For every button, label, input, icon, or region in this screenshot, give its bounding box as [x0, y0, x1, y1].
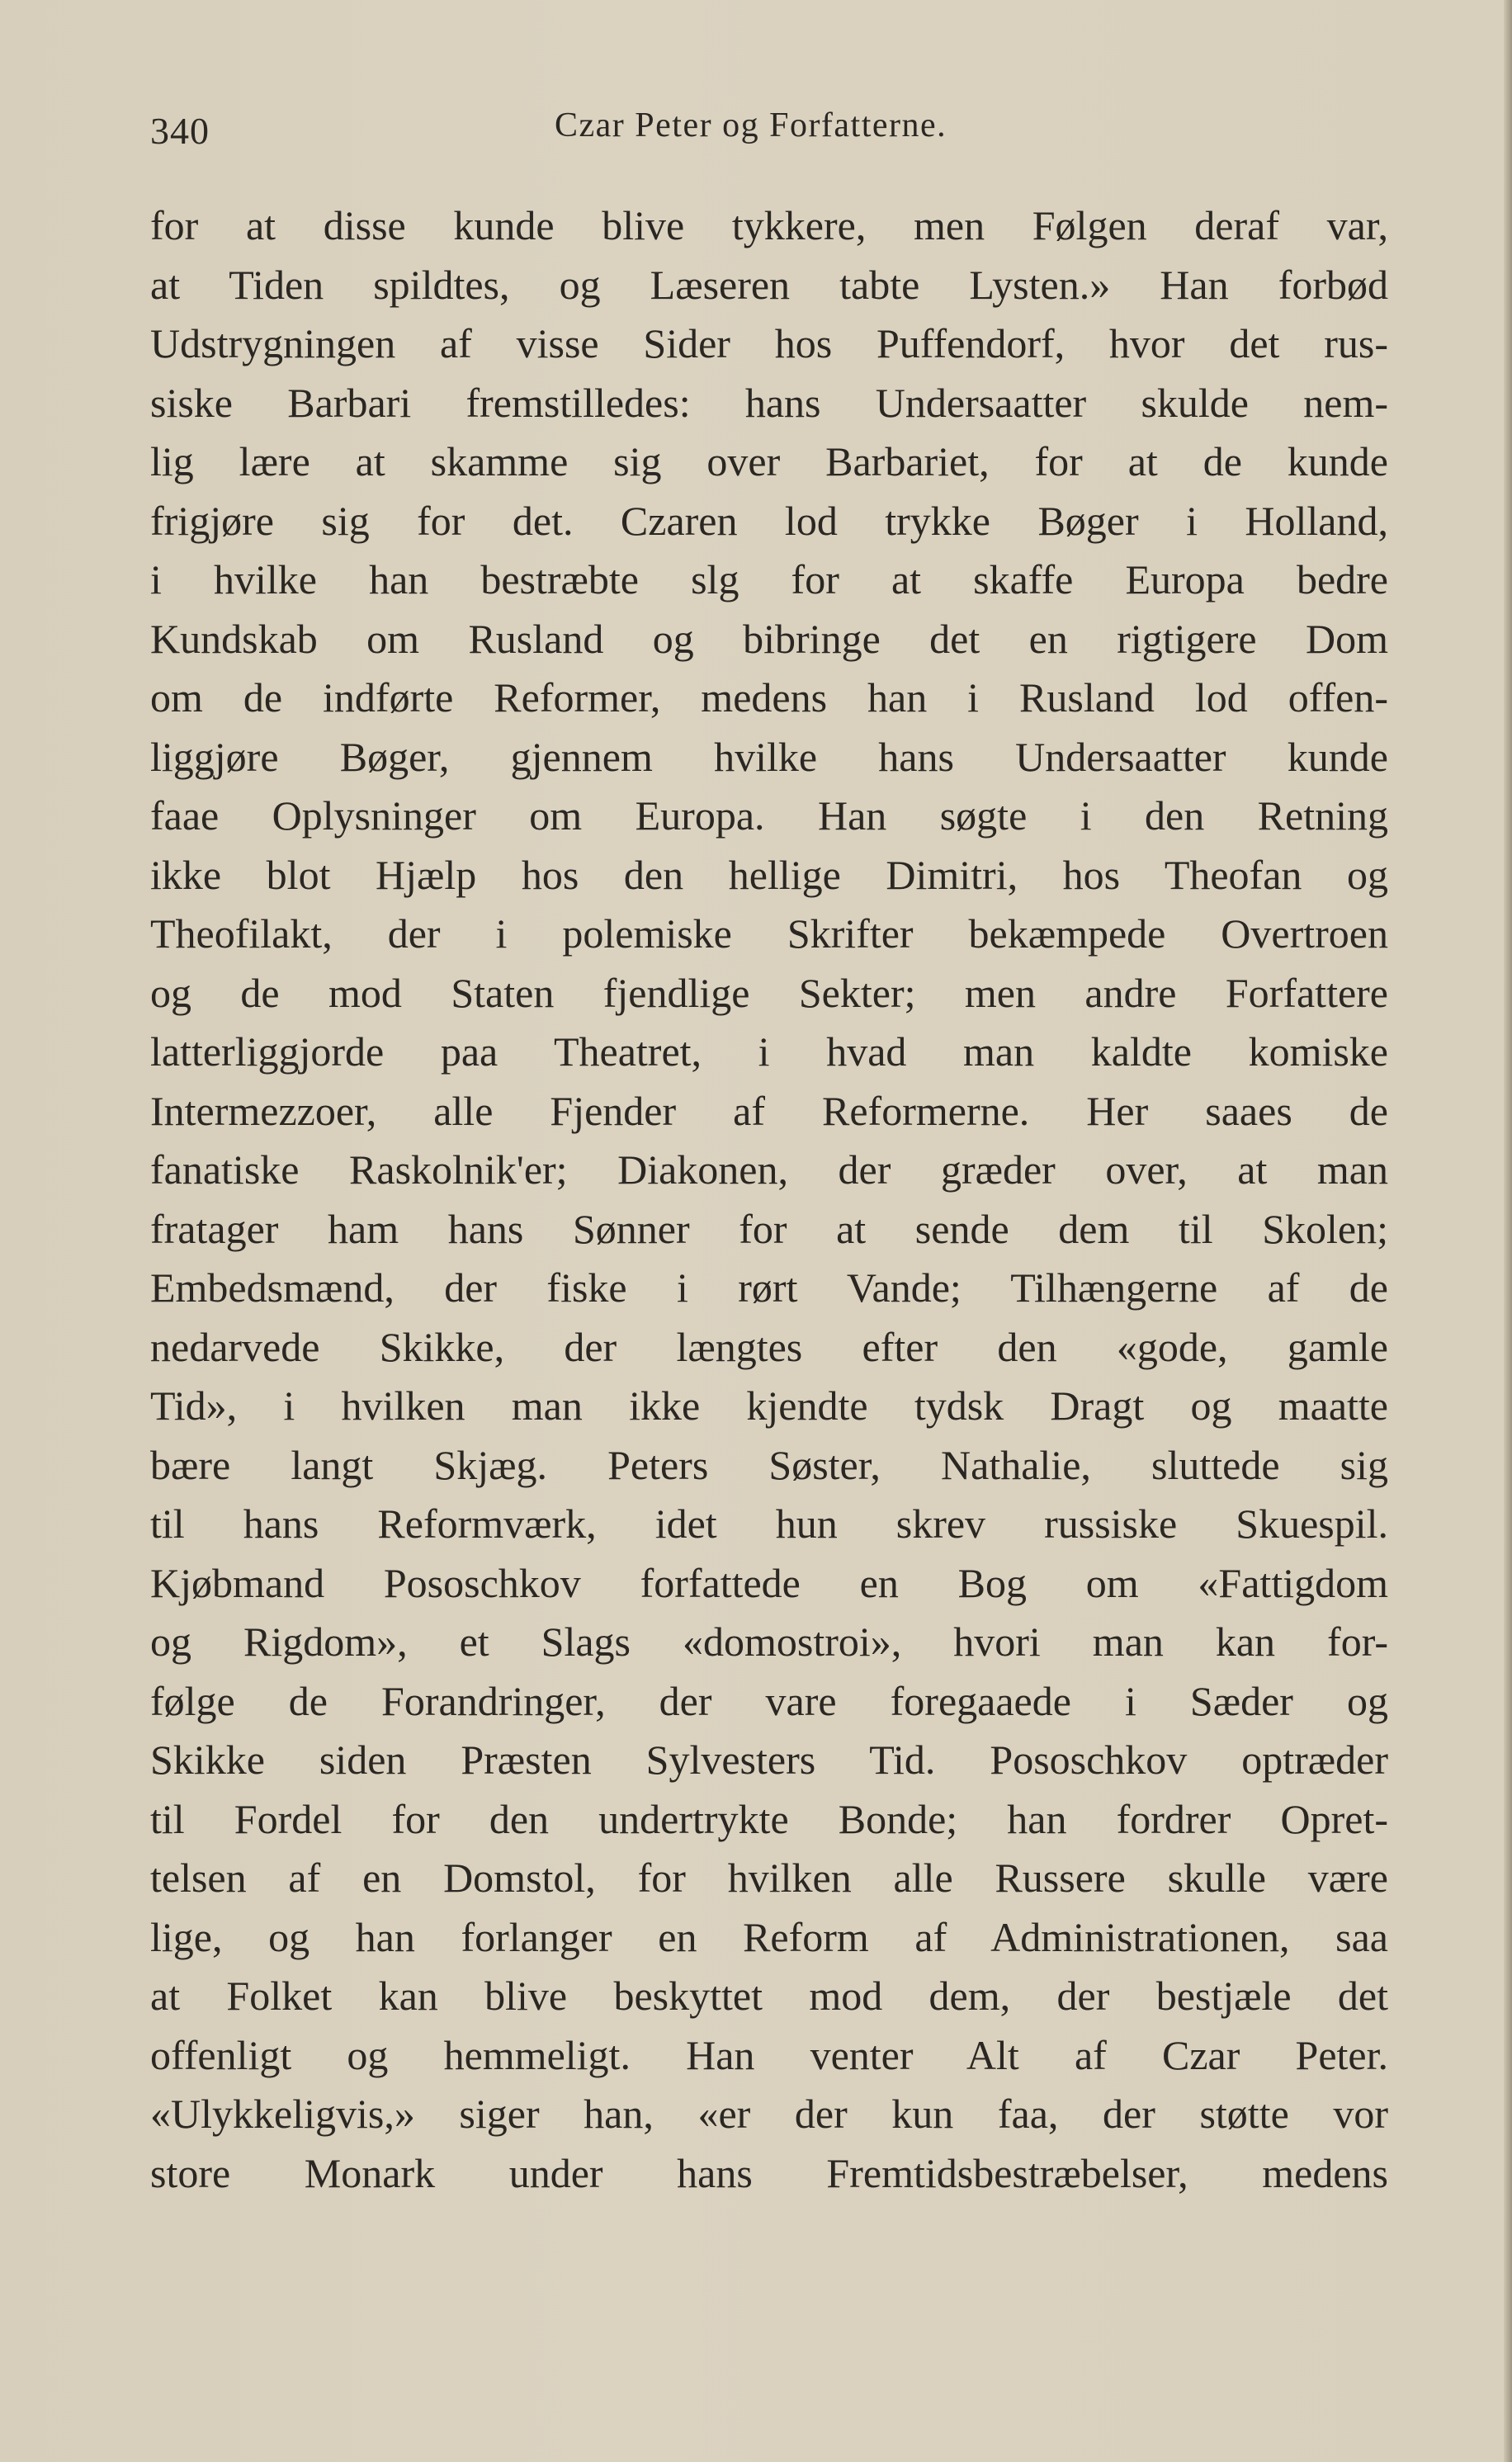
text-line: liggjøre Bøger, gjennem hvilke hans Undersaatter kunde	[150, 733, 1388, 780]
text-line: om de indførte Reformer, medens han i Rusland lod offen-	[150, 674, 1388, 721]
text-line: og de mod Staten fjendlige Sekter; men andre Forfattere	[150, 969, 1388, 1016]
text-line: faae Oplysninger om Europa. Han søgte i den Retning	[150, 792, 1388, 839]
text-line: Skikke siden Præsten Sylvesters Tid. Pososchkov optræder	[150, 1737, 1388, 1783]
page-edge	[1504, 0, 1512, 2462]
body-text	[150, 196, 1388, 2203]
text-line: siske Barbari fremstilledes: hans Undersaatter skulde nem-	[150, 379, 1388, 426]
text-line: til Fordel for den undertrykte Bonde; han fordrer Opret-	[150, 1795, 1388, 1842]
text-line: for at disse kunde blive tykkere, men Følgen deraf var,	[150, 202, 1388, 248]
text-line: i hvilke han bestræbte slg for at skaffe Europa bedre	[150, 556, 1388, 603]
text-line: store Monark under hans Fremtidsbestræbelser, medens	[150, 2149, 1388, 2196]
text-line: lige, og han forlanger en Reform af Administrationen, saa	[150, 1913, 1388, 1960]
text-line: bære langt Skjæg. Peters Søster, Nathalie, sluttede sig	[150, 1441, 1388, 1488]
running-title: Czar Peter og Forfatterne.	[555, 106, 947, 144]
text-line: frigjøre sig for det. Czaren lod trykke Bøger i Holland,	[150, 497, 1388, 544]
text-line: telsen af en Domstol, for hvilken alle Russere skulle være	[150, 1855, 1388, 1901]
text-line: fratager ham hans Sønner for at sende dem til Skolen;	[150, 1205, 1388, 1252]
page-number: 340	[150, 110, 210, 152]
text-line: Intermezzoer, alle Fjender af Reformerne. Her saaes de	[150, 1087, 1388, 1134]
text-line: Embedsmænd, der fiske i rørt Vande; Tilhængerne af de	[150, 1264, 1388, 1311]
text-line: følge de Forandringer, der vare foregaaede i Sæder og	[150, 1677, 1388, 1724]
text-line: Kundskab om Rusland og bibringe det en rigtigere Dom	[150, 615, 1388, 662]
text-line: til hans Reformværk, idet hun skrev russiske Skuespil.	[150, 1500, 1388, 1547]
text-line: at Tiden spildtes, og Læseren tabte Lysten.» Han forbød	[150, 261, 1388, 308]
text-line: Tid», i hvilken man ikke kjendte tydsk Dragt og maatte	[150, 1382, 1388, 1429]
text-line: lig lære at skamme sig over Barbariet, for at de kunde	[150, 438, 1388, 484]
text-line: Kjøbmand Pososchkov forfattede en Bog om «Fattigdom	[150, 1559, 1388, 1606]
text-line: ikke blot Hjælp hos den hellige Dimitri, hos Theofan og	[150, 851, 1388, 898]
text-line: fanatiske Raskolnik'er; Diakonen, der græder over, at man	[150, 1146, 1388, 1193]
text-line: nedarvede Skikke, der længtes efter den «gode, gamle	[150, 1323, 1388, 1370]
text-line: offenligt og hemmeligt. Han venter Alt af Czar Peter.	[150, 2031, 1388, 2078]
text-line: Theofilakt, der i polemiske Skrifter bekæmpede Overtroen	[150, 910, 1388, 957]
text-line: og Rigdom», et Slags «domostroi», hvori man kan for-	[150, 1618, 1388, 1665]
page-header	[150, 97, 1388, 163]
text-line: latterliggjorde paa Theatret, i hvad man kaldte komiske	[150, 1028, 1388, 1075]
text-line: at Folket kan blive beskyttet mod dem, der bestjæle det	[150, 1973, 1388, 2019]
text-line: Udstrygningen af visse Sider hos Puffendorf, hvor det rus-	[150, 320, 1388, 366]
text-line: «Ulykkeligvis,» siger han, «er der kun faa, der støtte vor	[150, 2091, 1388, 2137]
